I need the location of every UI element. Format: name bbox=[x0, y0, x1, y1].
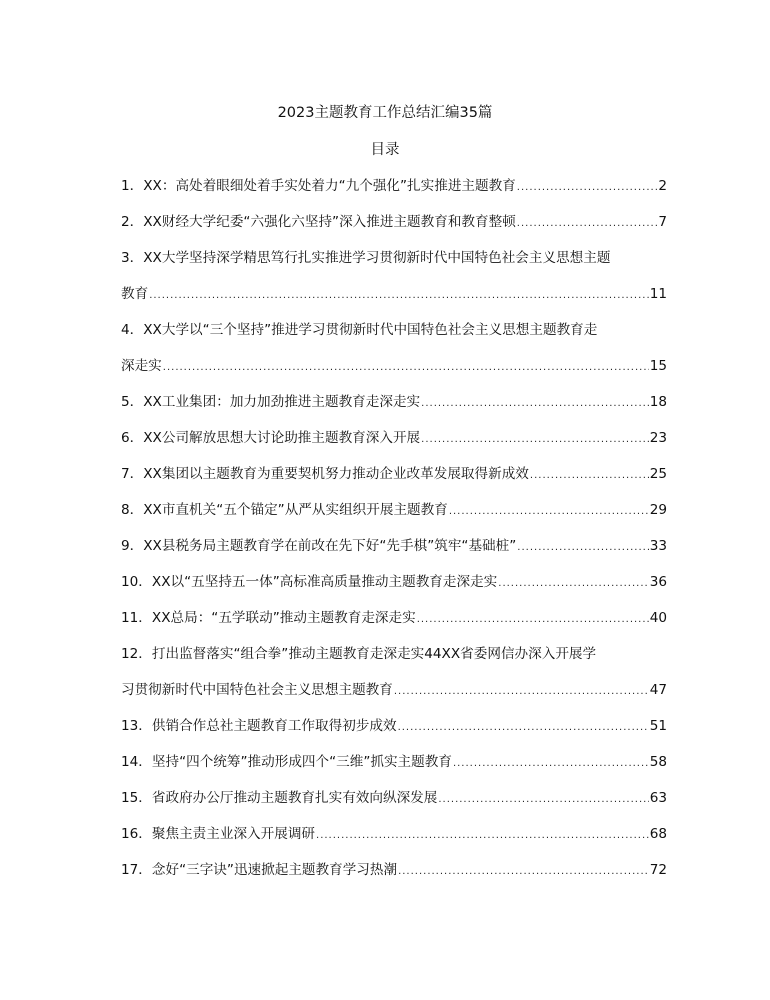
toc-entry-title: 13．供销合作总社主题教育工作取得初步成效 bbox=[121, 718, 397, 734]
toc-entry[interactable] bbox=[121, 247, 667, 283]
toc-entry-page: 72 bbox=[649, 862, 667, 878]
toc-entry-page: 29 bbox=[649, 502, 667, 518]
toc-leader-dots bbox=[163, 357, 649, 379]
toc-entry-title: 9．XX县税务局主题教育学在前改在先下好“先手棋”筑牢“基础桩” bbox=[121, 538, 517, 554]
toc-entry-title: 3．XX大学坚持深学精思笃行扎实推进学习贯彻新时代中国特色社会主义思想主题 bbox=[121, 250, 611, 266]
toc-leader-dots bbox=[421, 429, 649, 451]
toc-entry[interactable] bbox=[121, 319, 667, 355]
toc-entry-continuation[interactable] bbox=[121, 283, 667, 319]
toc-entry-page: 40 bbox=[649, 610, 667, 626]
toc-entry-page: 25 bbox=[649, 466, 667, 482]
toc-entry-page: 2 bbox=[658, 178, 667, 194]
toc-heading: 目录 bbox=[370, 142, 400, 158]
toc-entry-title: 16．聚焦主责主业深入开展调研 bbox=[121, 826, 316, 842]
toc-entry-title: 2．XX财经大学纪委“六强化六坚持”深入推进主题教育和教育整顿 bbox=[121, 214, 516, 230]
toc-entry-page: 23 bbox=[649, 430, 667, 446]
toc-leader-dots bbox=[316, 825, 649, 847]
toc-entry-page: 11 bbox=[649, 286, 667, 302]
toc-entry-page: 63 bbox=[649, 790, 667, 806]
toc-entry-title: 8．XX市直机关“五个锚定”从严从实组织开展主题教育 bbox=[121, 502, 448, 518]
toc-entry-title: 11．XX总局：“五学联动”推动主题教育走深走实 bbox=[121, 610, 416, 626]
toc-entry[interactable] bbox=[121, 859, 667, 895]
toc-entry[interactable] bbox=[121, 787, 667, 823]
toc-leader-dots bbox=[453, 753, 649, 775]
toc-entry-title: 教育 bbox=[121, 286, 149, 302]
document-title: 2023主题教育工作总结汇编35篇 bbox=[277, 105, 493, 121]
toc-leader-dots bbox=[517, 537, 648, 559]
toc-entry-title: 14．坚持“四个统筹”推动形成四个“三维”抓实主题教育 bbox=[121, 754, 452, 770]
toc-leader-dots bbox=[517, 177, 658, 199]
toc-entry[interactable] bbox=[121, 391, 667, 427]
toc-leader-dots bbox=[394, 681, 649, 703]
toc-entry-page: 51 bbox=[649, 718, 667, 734]
toc-entry-page: 33 bbox=[649, 538, 667, 554]
toc-entry-title: 6．XX公司解放思想大讨论助推主题教育深入开展 bbox=[121, 430, 421, 446]
toc-entry[interactable] bbox=[121, 643, 667, 679]
toc-entry-page: 18 bbox=[649, 394, 667, 410]
toc-entry-title: 习贯彻新时代中国特色社会主义思想主题教育 bbox=[121, 682, 393, 698]
toc-entry-page: 47 bbox=[649, 682, 667, 698]
toc-entry-title: 10．XX以“五坚持五一体”高标准高质量推动主题教育走深走实 bbox=[121, 574, 498, 590]
table-of-contents bbox=[121, 175, 667, 895]
toc-entry-title: 1．XX：高处着眼细处着手实处着力“九个强化”扎实推进主题教育 bbox=[121, 178, 516, 194]
toc-entry[interactable] bbox=[121, 463, 667, 499]
toc-entry-page: 7 bbox=[658, 214, 667, 230]
toc-entry-continuation[interactable] bbox=[121, 679, 667, 715]
toc-entry[interactable] bbox=[121, 427, 667, 463]
toc-entry-title: 7．XX集团以主题教育为重要契机努力推动企业改革发展取得新成效 bbox=[121, 466, 529, 482]
toc-entry-title: 12．打出监督落实“组合拳”推动主题教育走深走实44XX省委网信办深入开展学 bbox=[121, 646, 597, 662]
toc-entry[interactable] bbox=[121, 607, 667, 643]
toc-leader-dots bbox=[421, 393, 649, 415]
toc-entry[interactable] bbox=[121, 715, 667, 751]
toc-entry-page: 68 bbox=[649, 826, 667, 842]
toc-leader-dots bbox=[530, 465, 649, 487]
toc-entry-title: 4．XX大学以“三个坚持”推进学习贯彻新时代中国特色社会主义思想主题教育走 bbox=[121, 322, 598, 338]
toc-entry[interactable] bbox=[121, 571, 667, 607]
toc-leader-dots bbox=[398, 717, 649, 739]
toc-entry-title: 深走实 bbox=[121, 358, 162, 374]
toc-leader-dots bbox=[498, 573, 648, 595]
toc-entry-title: 5．XX工业集团：加力加劲推进主题教育走深走实 bbox=[121, 394, 421, 410]
toc-leader-dots bbox=[438, 789, 648, 811]
toc-leader-dots bbox=[417, 609, 649, 631]
toc-entry[interactable] bbox=[121, 175, 667, 211]
toc-entry-continuation[interactable] bbox=[121, 355, 667, 391]
toc-entry[interactable] bbox=[121, 535, 667, 571]
toc-entry-title: 17．念好“三字诀”迅速掀起主题教育学习热潮 bbox=[121, 862, 398, 878]
toc-leader-dots bbox=[517, 213, 658, 235]
toc-entry-page: 15 bbox=[649, 358, 667, 374]
toc-entry[interactable] bbox=[121, 499, 667, 535]
toc-leader-dots bbox=[398, 861, 649, 883]
toc-entry-title: 15．省政府办公厅推动主题教育扎实有效向纵深发展 bbox=[121, 790, 438, 806]
toc-entry[interactable] bbox=[121, 751, 667, 787]
toc-entry[interactable] bbox=[121, 823, 667, 859]
toc-entry[interactable] bbox=[121, 211, 667, 247]
toc-leader-dots bbox=[149, 285, 649, 307]
toc-leader-dots bbox=[449, 501, 649, 523]
toc-entry-page: 58 bbox=[649, 754, 667, 770]
toc-entry-page: 36 bbox=[649, 574, 667, 590]
